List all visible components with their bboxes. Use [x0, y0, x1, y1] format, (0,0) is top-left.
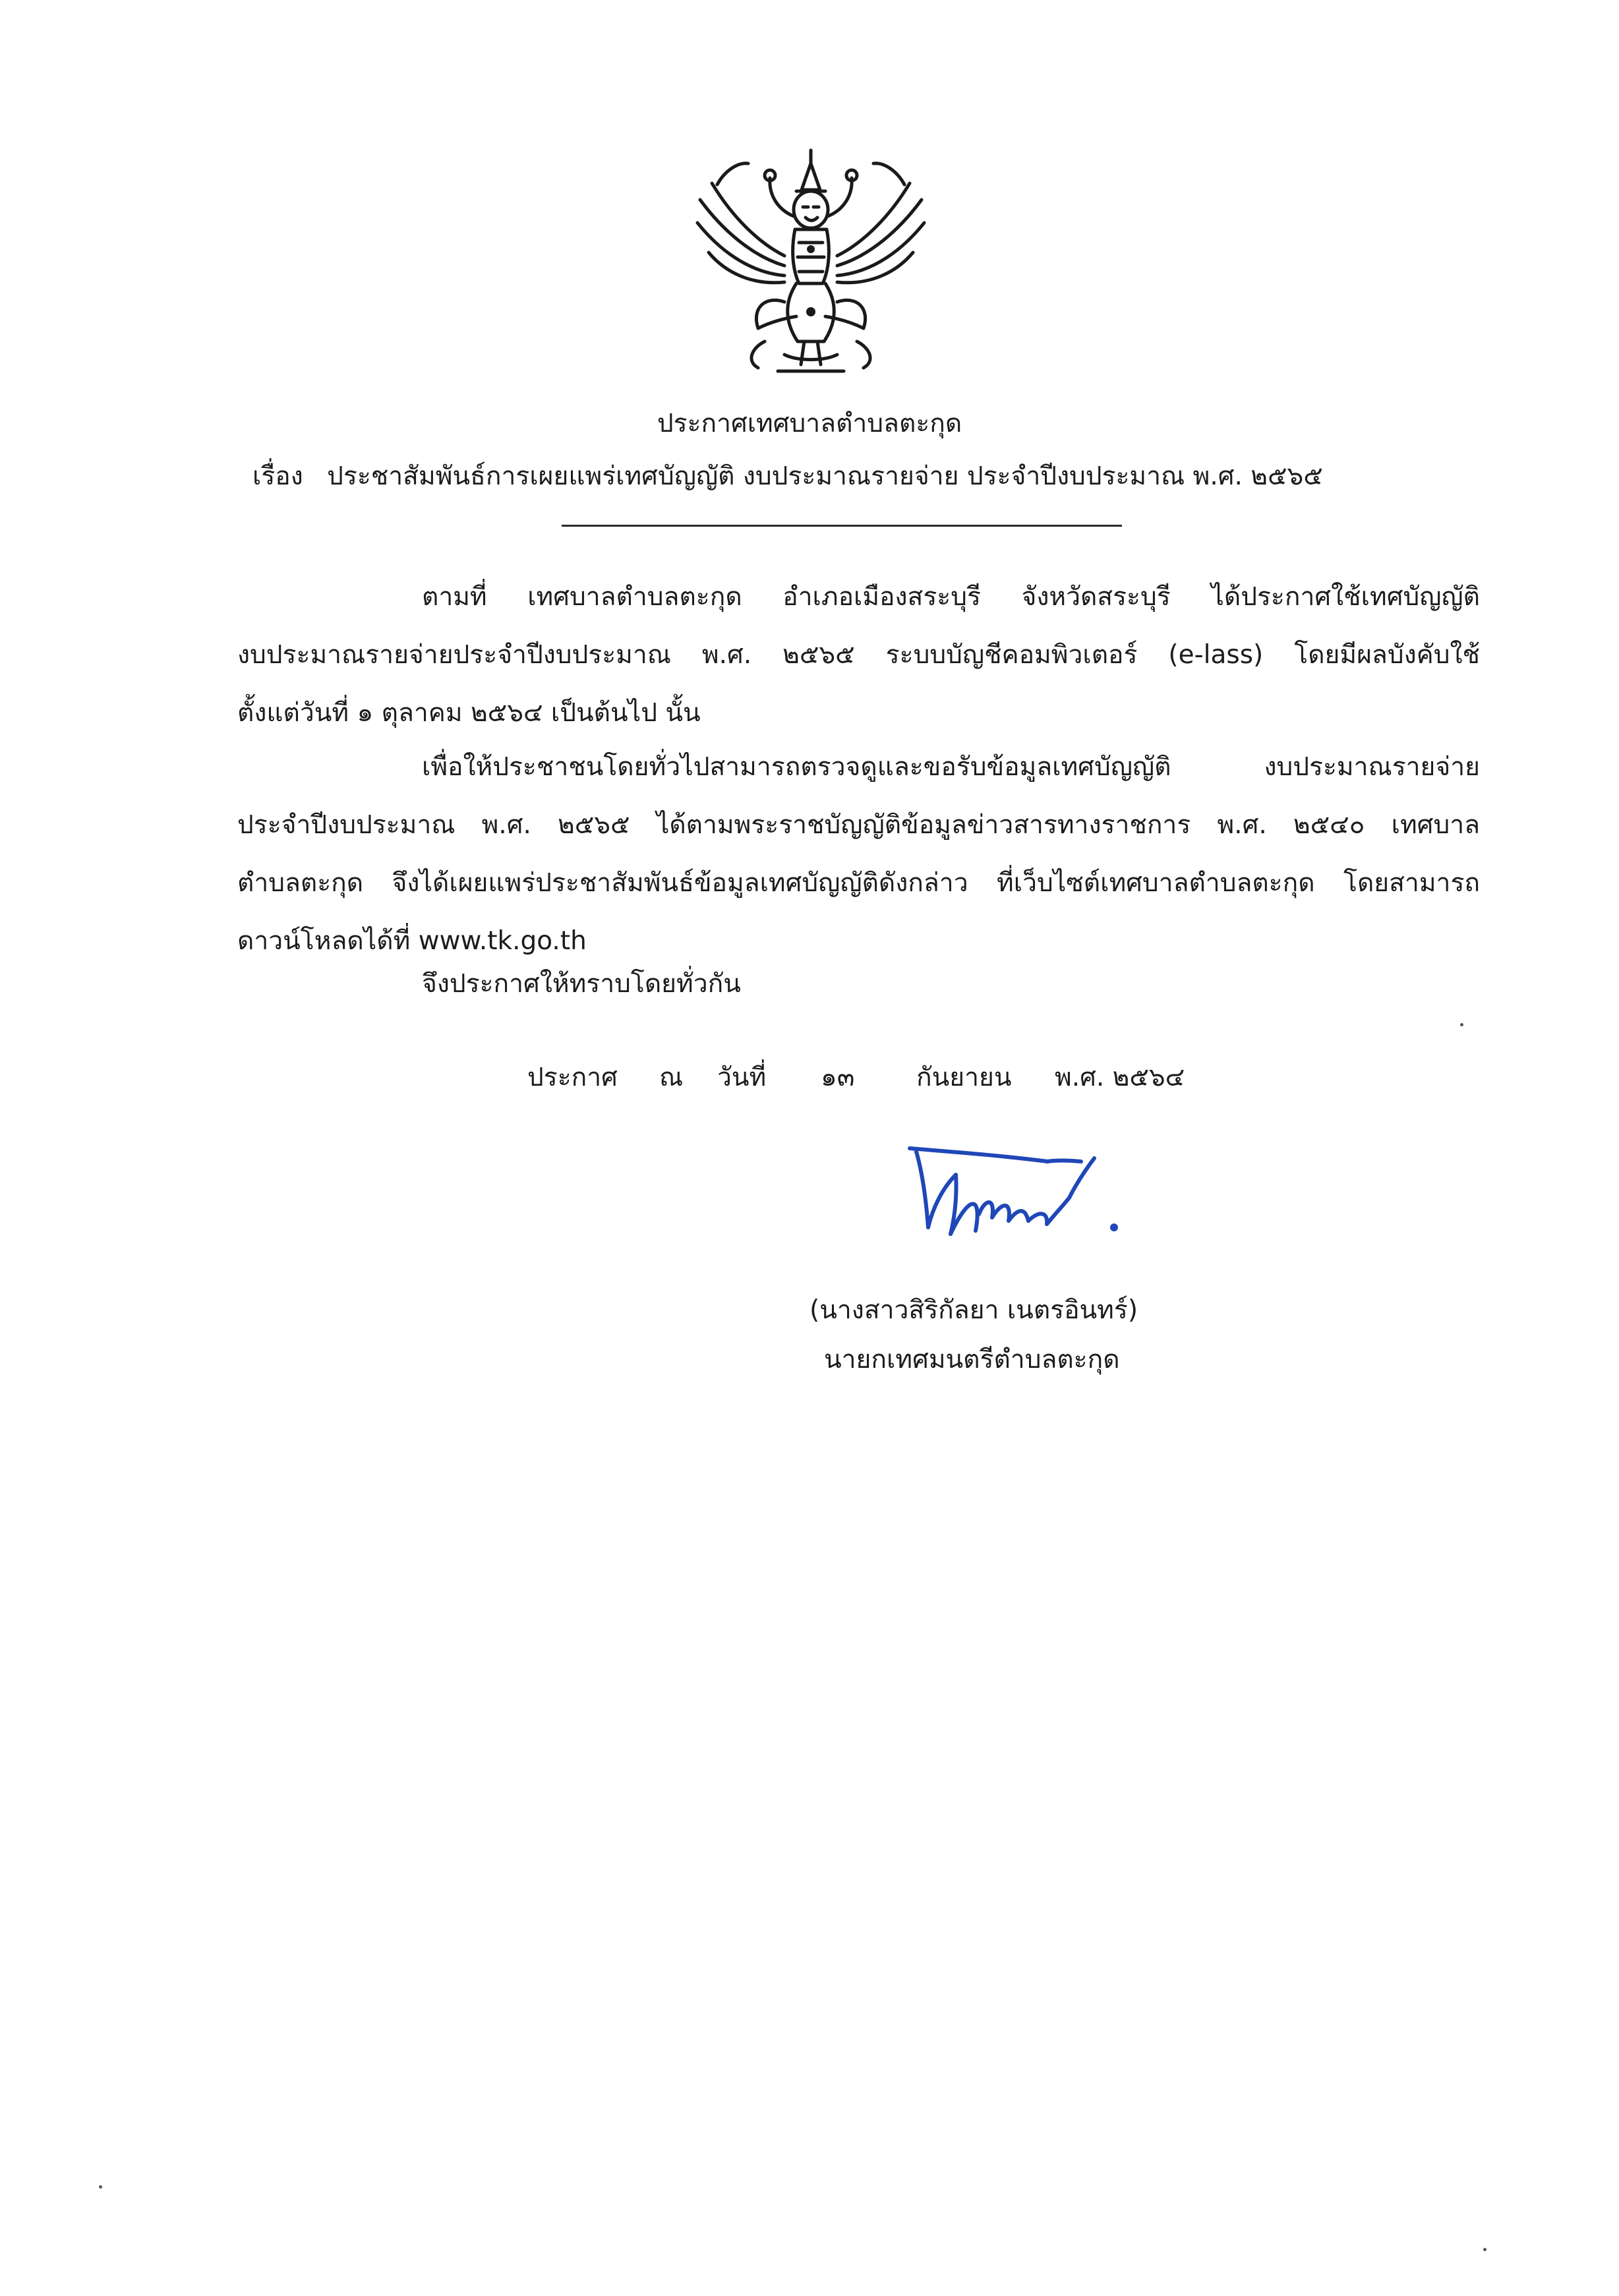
dateline-prefix: ประกาศ: [527, 1063, 618, 1092]
handwritten-signature-icon: [897, 1135, 1147, 1254]
dateline-year: พ.ศ. ๒๕๖๔: [1055, 1063, 1185, 1092]
subject-line: [252, 461, 1439, 492]
paragraph-line: ตั้งแต่วันที่ ๑ ตุลาคม ๒๕๖๔ เป็นต้นไป นั้น: [237, 698, 701, 728]
signatory-name: (นางสาวสิริกัลยา เนตรอินทร์): [810, 1295, 1138, 1325]
paragraph-line: งบประมาณรายจ่ายประจำปีงบประมาณ พ.ศ. ๒๕๖๕ ระบบบัญชีคอมพิวเตอร์ (e-lass) โดยมีผลบังคับใช้: [237, 640, 1480, 670]
title-divider: [562, 525, 1122, 527]
dateline-at: ณ: [659, 1063, 684, 1092]
subject-text: ประชาสัมพันธ์การเผยแพร่เทศบัญญัติ งบประมาณรายจ่าย ประจำปีงบประมาณ พ.ศ. ๒๕๖๕: [327, 461, 1323, 491]
dateline-day-label: วันที่: [717, 1063, 767, 1092]
subject-label: เรื่อง: [252, 461, 303, 491]
scan-speck: [1460, 1023, 1463, 1026]
closing-statement: จึงประกาศให้ทราบโดยทั่วกัน: [422, 969, 741, 999]
paragraph-line: ตำบลตะกุด จึงได้เผยแพร่ประชาสัมพันธ์ข้อมูลเทศบัญญัติดังกล่าว ที่เว็บไซต์เทศบาลตำบลตะกุด โดยสามารถ: [237, 868, 1480, 898]
paragraph-line: ประจำปีงบประมาณ พ.ศ. ๒๕๖๕ ได้ตามพระราชบัญญัติข้อมูลข่าวสารทางราชการ พ.ศ. ๒๕๔๐ เทศบาล: [237, 810, 1480, 840]
paragraph-line: ตามที่ เทศบาลตำบลตะกุด อำเภอเมืองสระบุรี จังหวัดสระบุรี ได้ประกาศใช้เทศบัญญัติ: [422, 582, 1480, 612]
paragraph-line: เพื่อให้ประชาชนโดยทั่วไปสามารถตรวจดูและขอรับข้อมูลเทศบัญญัติ งบประมาณรายจ่าย: [422, 752, 1480, 782]
dateline-day: ๑๓: [821, 1063, 855, 1092]
scan-speck: [1483, 2248, 1487, 2251]
paragraph-announcement: [237, 568, 1480, 742]
signatory-position: นายกเทศมนตรีตำบลตะกุด: [824, 1345, 1120, 1374]
paragraph-line: ดาวน์โหลดได้ที่ www.tk.go.th: [237, 926, 587, 956]
dateline-month: กันยายน: [916, 1063, 1012, 1092]
paragraph-publication: [237, 738, 1480, 970]
garuda-emblem-icon: [686, 144, 936, 381]
document-title: ประกาศเทศบาลตำบลตะกุด: [657, 409, 962, 438]
scan-speck: [99, 2185, 102, 2189]
